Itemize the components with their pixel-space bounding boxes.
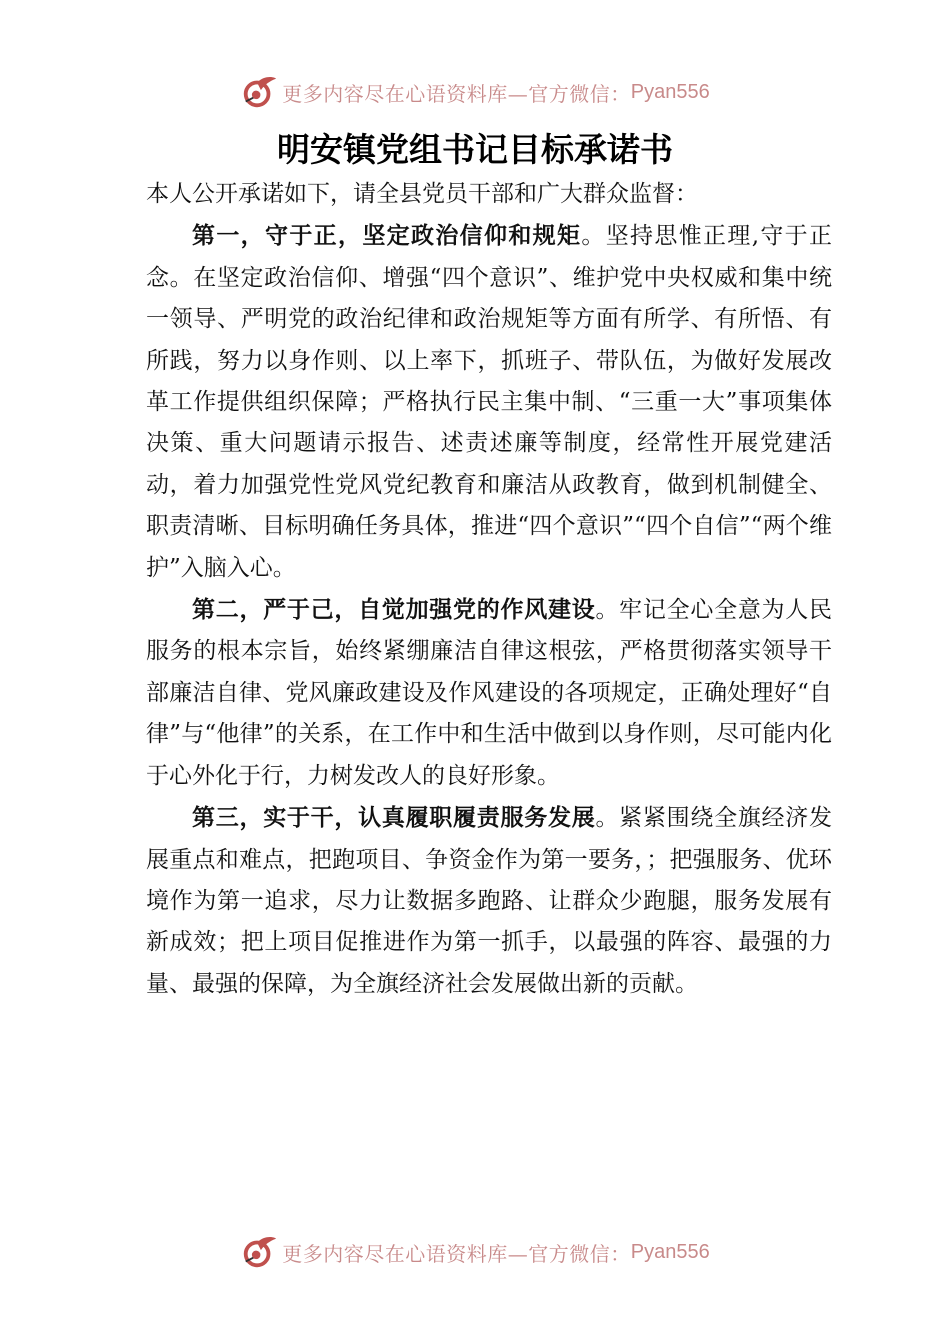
document-body (146, 174, 832, 1005)
watermark-wechat-id: Pyan556 (630, 80, 710, 103)
watermark-wechat-id: Pyan556 (630, 1240, 710, 1263)
header-watermark (0, 72, 950, 112)
section-lead-3: 第三，实于干，认真履职履责服务发展 (192, 804, 596, 832)
document-title: 明安镇党组书记目标承诺书 (277, 130, 673, 169)
section-body-3: 。紧紧围绕全旗经济发展重点和难点，把跑项目、争资金作为第一要务，；把强服务、优环境作为第一追求，尽力让数据多跑路、让群众少跑腿，服务发展有新成效；把上项目促推进作为第一抓手，以最强的阵容、最强的力量、最强的保障，为全旗经济社会发展做出新的贡献。 (146, 805, 833, 997)
section-lead-1: 第一，守于正，坚定政治信仰和规矩 (192, 222, 582, 250)
intro-paragraph: 本人公开承诺如下，请全县党员干部和广大群众监督： (146, 181, 698, 207)
section-lead-2: 第二，严于己，自觉加强党的作风建设 (192, 596, 596, 624)
footer-watermark (0, 1232, 950, 1272)
section-body-2: 。牢记全心全意为人民服务的根本宗旨，始终紧绷廉洁自律这根弦，严格贯彻落实领导干部廉洁自律、党风廉政建设及作风建设的各项规定，正确处理好“自律”与“他律”的关系，在工作中和生活中做到以身作则，尽可能内化于心外化于行，力树发改人的良好形象。 (146, 597, 833, 789)
brand-logo-icon (240, 1233, 278, 1271)
section-body-1: 。坚持思惟正理,守于正念。在坚定政治信仰、增强“四个意识”、维护党中央权威和集中统一领导、严明党的政治纪律和政治规矩等方面有所学、有所悟、有所践，努力以身作则、以上率下，抓班子、带队伍，为做好发展改革工作提供组织保障；严格执行民主集中制、“三重一大”事项集体决策、重大问题请示报告、述责述廉等制度，经常性开展党建活动，着力加强党性党风党纪教育和廉洁从政教育，做到机制健全、职责清晰、目标明确任务具体，推进“四个意识”“四个自信”“两个维护”入脑入心。 (146, 223, 833, 581)
section-paragraph-1 (146, 215, 832, 589)
section-paragraph-3 (146, 797, 832, 1005)
brand-logo-icon (240, 73, 278, 111)
section-paragraph-2 (146, 589, 832, 797)
watermark-text: 更多内容尽在心语资料库—官方微信： (282, 81, 631, 106)
watermark-text: 更多内容尽在心语资料库—官方微信： (282, 1241, 631, 1266)
